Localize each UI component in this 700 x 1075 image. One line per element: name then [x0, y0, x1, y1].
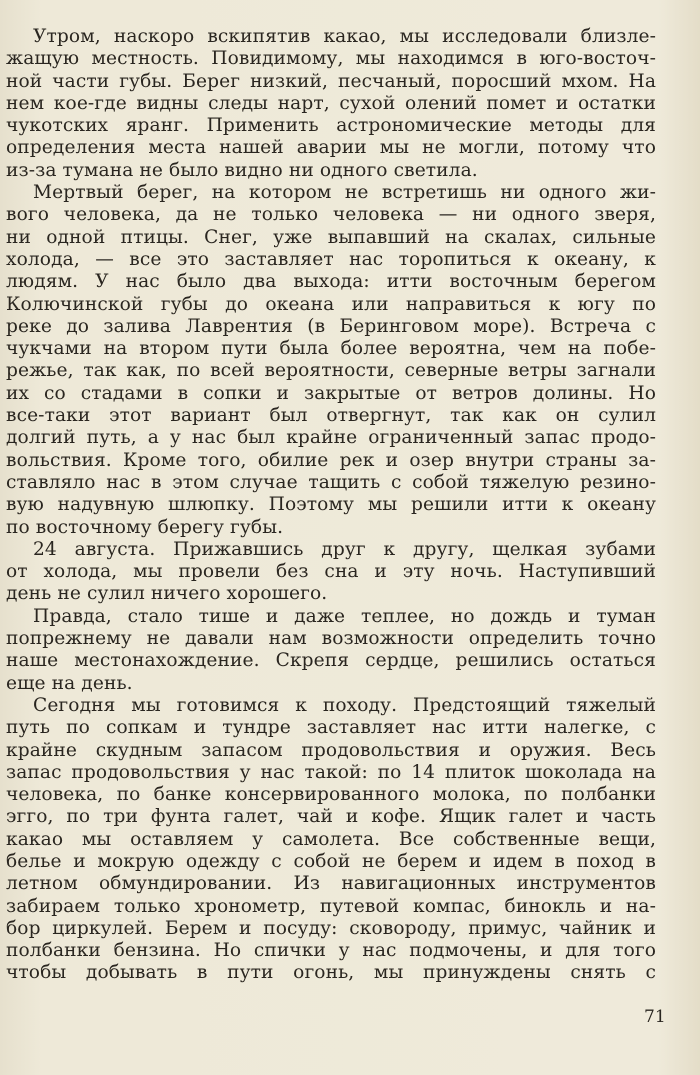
text-line: вую надувную шлюпку. Поэтому мы решили итти к океану — [6, 494, 656, 516]
text-line: их со стадами в сопки и закрытые от ветров долины. Но — [6, 382, 656, 404]
text-line: 24 августа. Прижавшись друг к другу, щелкая зубами — [33, 538, 656, 560]
text-line: долгий путь, а у нас был крайне ограниченный запас продо- — [6, 427, 656, 449]
text-line: чтобы добывать в пути огонь, мы принуждены снять с — [6, 962, 656, 984]
text-line: нем кое-где видны следы нарт, сухой олений помет и остатки — [6, 92, 656, 114]
text-line: запас продовольствия у нас такой: по 14 плиток шоколада на — [6, 761, 656, 783]
text-line: людям. У нас было два выхода: итти восточным берегом — [6, 271, 656, 293]
text-line: какао мы оставляем у самолета. Все собственные вещи, — [6, 828, 656, 850]
text-line: от холода, мы провели без сна и эту ночь. Наступивший — [6, 561, 656, 583]
text-line: наше местонахождение. Скрепя сердце, решились остаться — [6, 650, 656, 672]
text-line: эгго, по три фунта галет, чай и кофе. Ящик галет и часть — [6, 806, 656, 828]
text-line: из-за тумана не было видно ни одного светила. — [6, 159, 478, 181]
text-line: полбанки бензина. Но спички у нас подмочены, и для того — [6, 940, 656, 962]
paragraph-5 — [6, 695, 656, 985]
text-line: белье и мокрую одежду с собой не берем и идем в поход в — [6, 850, 656, 872]
paragraph-1 — [6, 26, 656, 182]
text-line: крайне скудным запасом продовольствия и оружия. Весь — [6, 739, 656, 761]
text-line: попрежнему не давали нам возможности определить точно — [6, 628, 656, 650]
text-line: ни одной птицы. Снег, уже выпавший на скалах, сильные — [6, 226, 656, 248]
text-line: режье, так как, по всей вероятности, северные ветры загнали — [6, 360, 656, 382]
text-line: забираем только хронометр, путевой компас, бинокль и на- — [6, 895, 656, 917]
text-line: еще на день. — [6, 672, 133, 694]
text-line: Утром, наскоро вскипятив какао, мы исследовали близле- — [33, 26, 656, 47]
text-line: все-таки этот вариант был отвергнут, так как он сулил — [6, 405, 656, 427]
text-line: летном обмундировании. Из навигационных инструментов — [6, 873, 656, 895]
text-line: ставляло нас в этом случае тащить с собой тяжелую резино- — [6, 471, 656, 493]
text-line: человека, по банке консервированного молока, по полбанки — [6, 784, 656, 806]
text-line: Мертвый берег, на котором не встретишь ни одного жи- — [33, 182, 656, 204]
paragraph-2 — [6, 182, 656, 539]
text-line: бор циркулей. Берем и посуду: сковороду, примус, чайник и — [6, 917, 656, 939]
text-line: жащую местность. Повидимому, мы находимся в юго-восточ- — [6, 48, 656, 70]
text-line: Сегодня мы готовимся к походу. Предстоящий тяжелый — [33, 694, 656, 716]
body-text — [6, 26, 656, 985]
paragraph-4 — [6, 606, 656, 695]
text-line: вольствия. Кроме того, обилие рек и озер внутри страны за- — [6, 449, 656, 471]
text-line: Правда, стало тише и даже теплее, но дождь и туман — [33, 605, 656, 627]
text-line: вого человека, да не только человека — ни одного зверя, — [6, 204, 656, 226]
text-line: чукчами на втором пути была более вероятна, чем на побе- — [6, 338, 656, 360]
page-number: 71 — [644, 1007, 666, 1027]
text-line: определения места нашей аварии мы не могли, потому что — [6, 137, 656, 159]
text-line: день не сулил ничего хорошего. — [6, 583, 328, 605]
paragraph-3 — [6, 539, 656, 606]
text-line: Колючинской губы до океана или направиться к югу по — [6, 293, 656, 315]
text-line: холода, — все это заставляет нас торопиться к океану, к — [6, 248, 656, 270]
text-line: ной части губы. Берег низкий, песчаный, поросший мхом. На — [6, 70, 656, 92]
text-line: чукотских яранг. Применить астрономические методы для — [6, 115, 656, 137]
text-line: по восточному берегу губы. — [6, 516, 284, 538]
text-line: реке до залива Лаврентия (в Беринговом море). Встреча с — [6, 315, 656, 337]
text-line: путь по сопкам и тундре заставляет нас итти налегке, с — [6, 717, 656, 739]
